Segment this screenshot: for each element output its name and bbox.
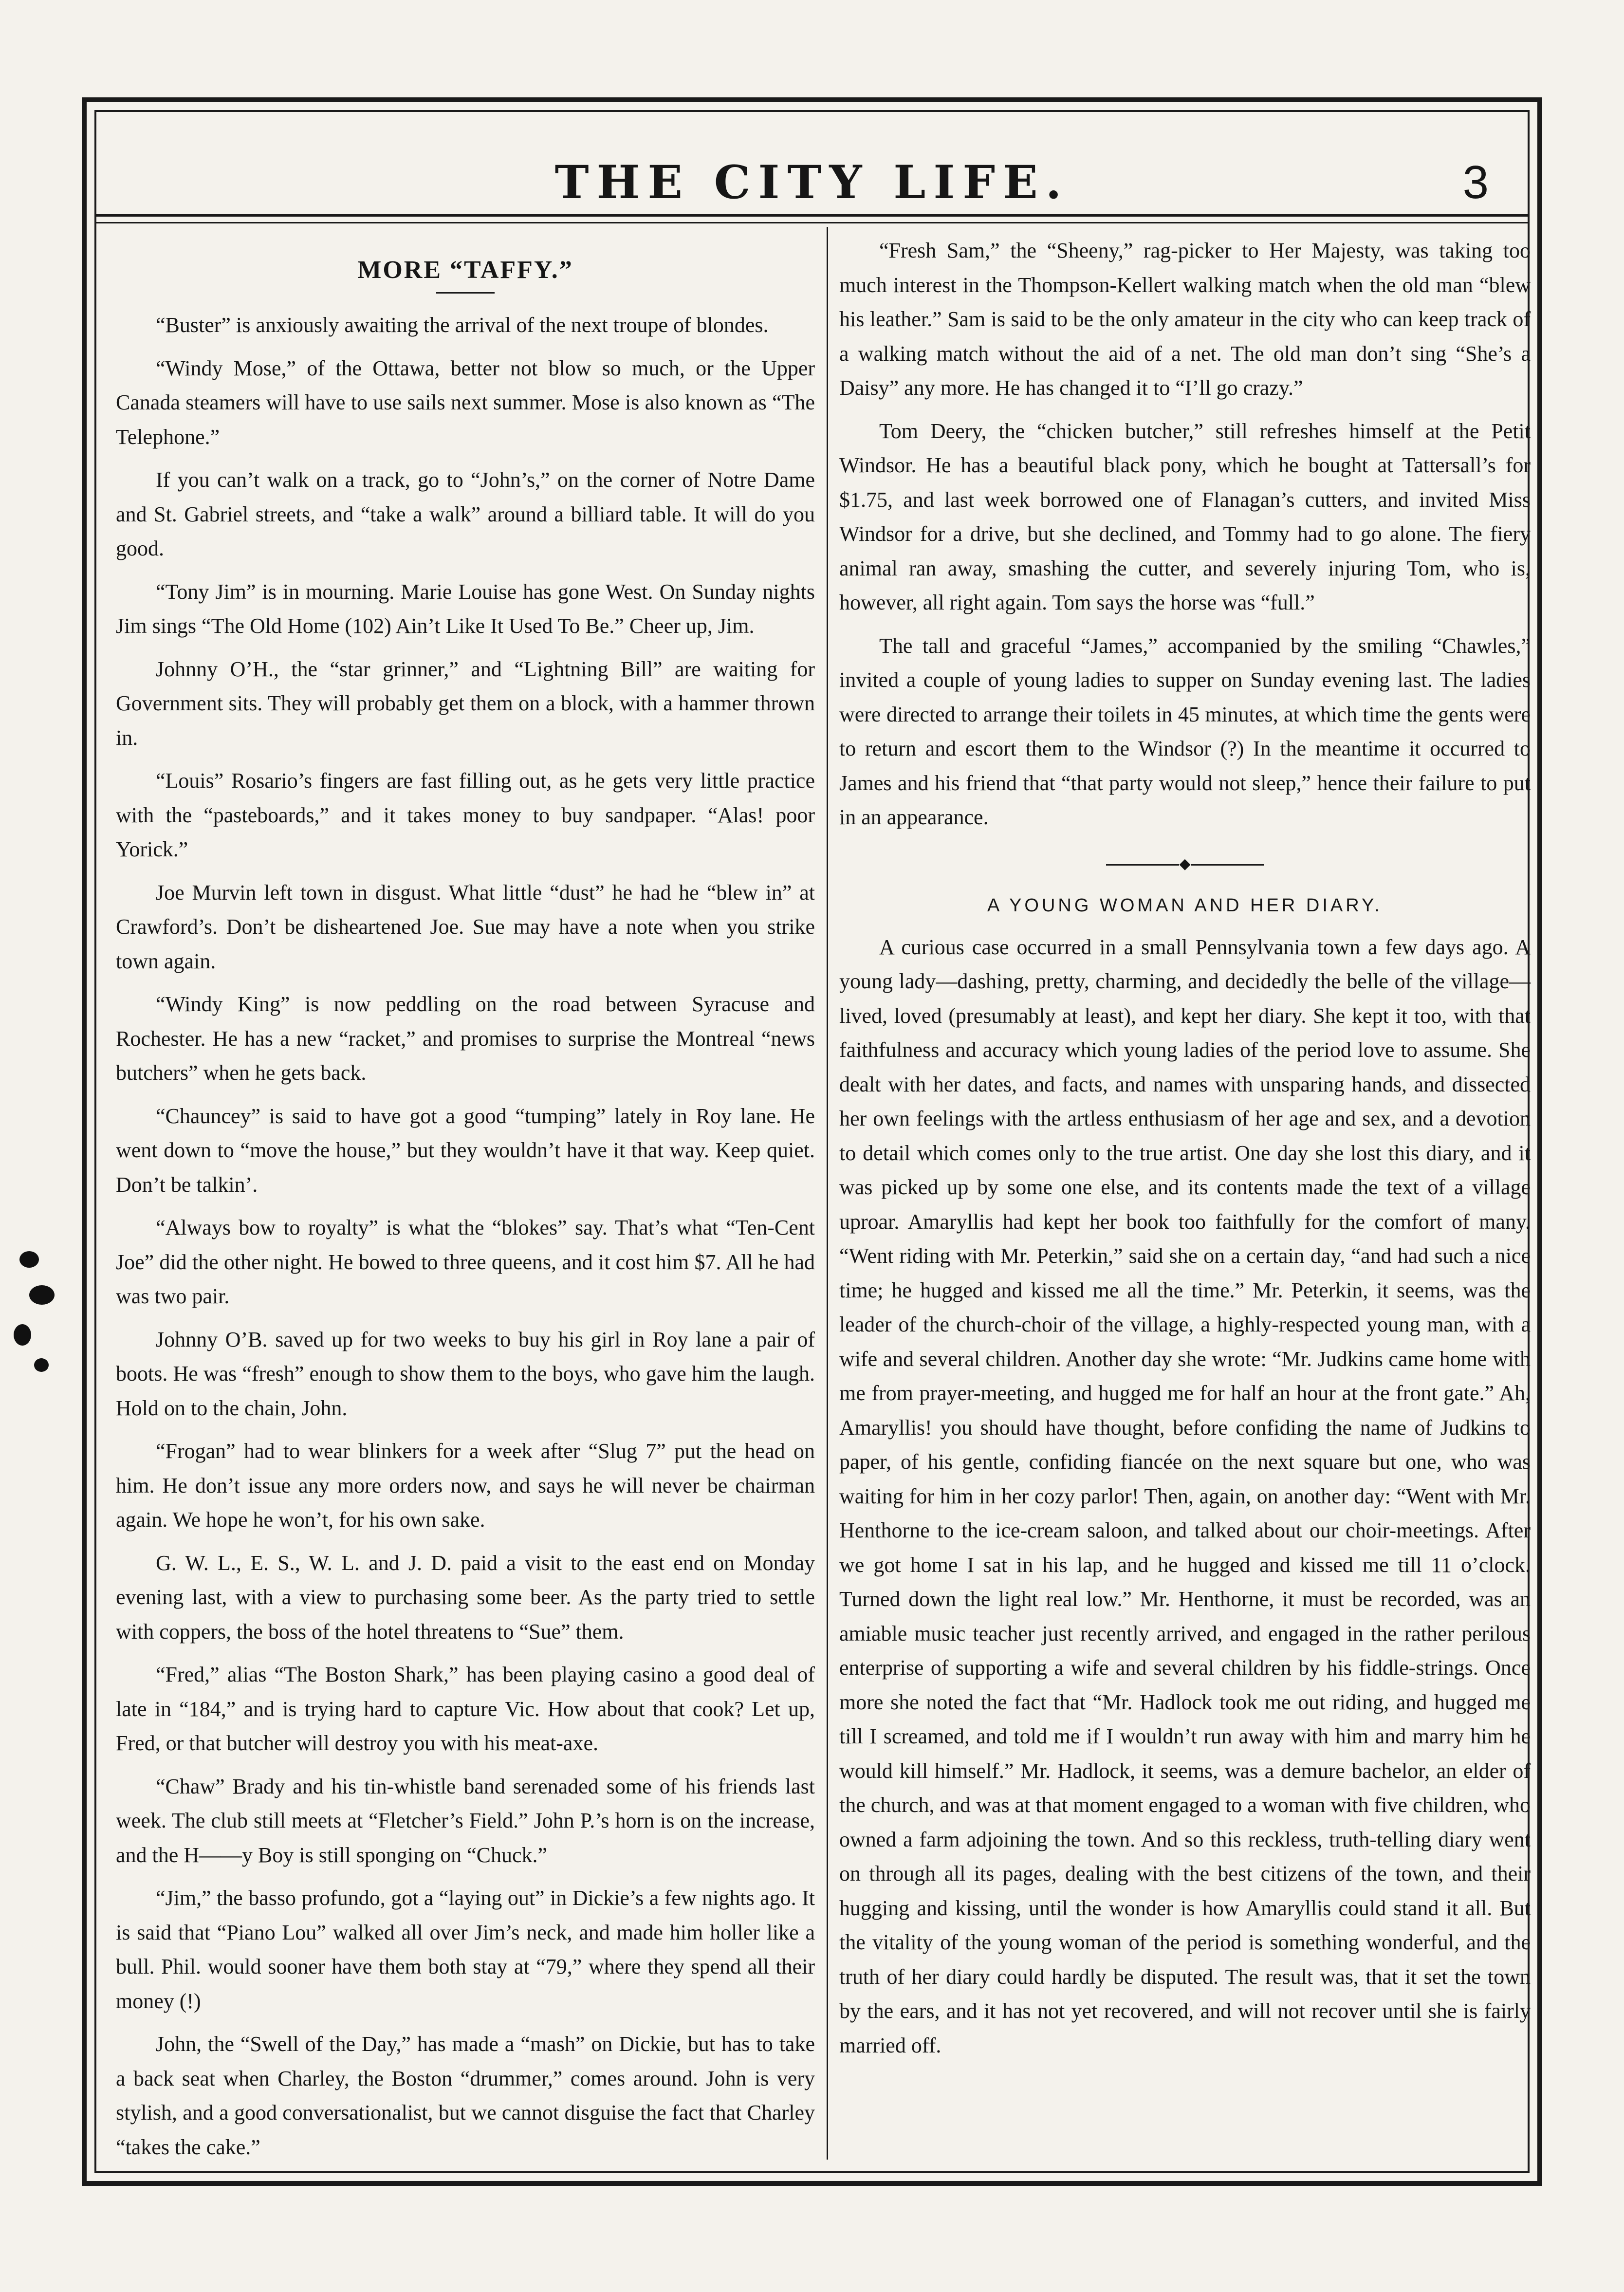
right-column — [839, 234, 1531, 2071]
taffy-item: “Always bow to royalty” is what the “blokes” say. That’s what “Ten-Cent Joe” did the other night. He bowed to three queens, and it cost him $7. All he had was two pair. — [116, 1216, 815, 1308]
page-frame — [82, 97, 1542, 2186]
taffy-item: “Windy King” is now peddling on the road between Syracuse and Rochester. He has a new “racket,” and promises to surprise the Montreal “news butchers” when he gets back. — [116, 992, 815, 1085]
taffy-item: Joe Murvin left town in disgust. What little “dust” he had he “blew in” at Crawford’s. Don’t be disheartened Joe. Sue may have a note when you strike town again. — [116, 880, 815, 973]
newspaper-title: THE CITY LIFE. — [554, 156, 1070, 209]
ink-blot — [19, 1251, 39, 1268]
taffy-item: If you can’t walk on a track, go to “John’s,” on the corner of Notre Dame and St. Gabriel streets, and “take a walk” around a billiard table. It will do you good. — [116, 468, 815, 560]
ornament-line-left — [1106, 864, 1179, 866]
section-ornament — [839, 854, 1531, 874]
ink-blot — [29, 1285, 55, 1305]
ink-blot — [14, 1324, 31, 1346]
heading-rule — [436, 292, 495, 294]
page-inner-border — [94, 110, 1530, 2173]
taffy-item: “Buster” is anxiously awaiting the arrival of the next troupe of blondes. — [156, 313, 769, 337]
article-heading-diary: A YOUNG WOMAN AND HER DIARY. — [987, 895, 1383, 916]
taffy-item: Johnny O’H., the “star grinner,” and “Lightning Bill” are waiting for Government sits. They will probably get them on a block, with a hammer thrown in. — [116, 657, 815, 750]
taffy-item: “Fred,” alias “The Boston Shark,” has been playing casino a good deal of late in “184,” and is trying hard to capture Vic. How about that cook? Let up, Fred, or that butcher will destroy you with his meat-axe. — [116, 1663, 815, 1755]
taffy-item: “Chaw” Brady and his tin-whistle band serenaded some of his friends last week. The club still meets at “Fletcher’s Field.” John P.’s horn is on the increase, and the H——y Boy is still sponging on “Chuck.” — [116, 1774, 815, 1867]
left-column — [116, 234, 815, 2173]
taffy-item: “Louis” Rosario’s fingers are fast filling out, as he gets very little practice with the “pasteboards,” and it takes money to buy sandpaper. “Alas! poor Yorick.” — [116, 769, 815, 861]
taffy-item: John, the “Swell of the Day,” has made a “mash” on Dickie, but has to take a back seat when Charley, the Boston “drummer,” comes around. John is very stylish, and a good conversationalist, but we cannot disguise the fact that Charley “takes the cake.” — [116, 2032, 815, 2159]
masthead-rule-top — [96, 214, 1528, 217]
taffy-item: “Chauncey” is said to have got a good “tumping” lately in Roy lane. He went down to “move the house,” but they wouldn’t have it that way. Keep quiet. Don’t be talkin’. — [116, 1104, 815, 1197]
taffy-item: Johnny O’B. saved up for two weeks to buy his girl in Roy lane a pair of boots. He was “fresh” enough to show them to the boys, who gave him the laugh. Hold on to the chain, John. — [116, 1327, 815, 1420]
taffy-item: “Jim,” the basso profundo, got a “laying out” in Dickie’s a few nights ago. It is said that “Piano Lou” walked all over Jim’s neck, and made him holler like a bull. Phil. would sooner have them both stay at “79,” where they spend all their money (!) — [116, 1886, 815, 2013]
taffy-item: “Windy Mose,” of the Ottawa, better not blow so much, or the Upper Canada steamers will have to use sails next summer. Mose is also known as “The Telephone.” — [116, 356, 815, 449]
ink-blot — [34, 1358, 49, 1372]
ornament-line-right — [1191, 864, 1264, 866]
local-item: “Fresh Sam,” the “Sheeny,” rag-picker to Her Majesty, was taking too much interest in the Thompson-Kellert walking match when the old man “blew his leather.” Sam is said to be the only amateur in the city who can keep track of a walking match without the aid of a net. The old man don’t sing “She’s a Daisy” any more. He has changed it to “I’ll go crazy.” — [839, 239, 1531, 400]
local-item: The tall and graceful “James,” accompanied by the smiling “Chawles,” invited a couple of young ladies to supper on Sunday evening last. The ladies were directed to arrange their toilets in 45 minutes, at which time the gents were to return and escort them to the Windsor (?) In the meantime it occurred to James and his friend that “that party would not sleep,” hence their failure to put in an appearance. — [839, 633, 1531, 829]
taffy-item: G. W. L., E. S., W. L. and J. D. paid a visit to the east end on Monday evening last, with a view to purchasing some beer. As the party tried to settle with coppers, the boss of the hotel threatens to “Sue” them. — [116, 1551, 815, 1644]
taffy-item: “Frogan” had to wear blinkers for a week after “Slug 7” put the head on him. He don’t issue any more orders now, and says he will never be chairman again. We hope he won’t, for his own sake. — [116, 1439, 815, 1532]
ornament-diamond-icon: ◆ — [1179, 855, 1191, 872]
masthead-rule-bottom — [96, 222, 1528, 223]
diary-article-body: A curious case occurred in a small Pennsylvania town a few days ago. A young lady—dashing, pretty, charming, and decidedly the belle of the village—lived, loved (presumably at least), and kept her diary. She kept it too, with that faithfulness and accuracy which young ladies of the period love to assume. She dealt with her dates, and facts, and names with unsparing hands, and dissected her own feelings with the artless enthusiasm of her age and sex, and a devotion to detail which comes only to the true artist. One day she lost this diary, and it was picked up by some one else, and its contents made the text of a village uproar. Amaryllis had kept her book too faithfully for the comfort of many. “Went riding with Mr. Peterkin,” said she on a certain day, “and had such a nice time; he hugged and kissed me all the time.” Mr. Peterkin, it seems, was the leader of the church-choir of the village, a highly-respected young man, with a wife and several children. Another day she wrote: “Mr. Judkins came home with me from prayer-meeting, and hugged me for half an hour at the front gate.” Ah, Amaryllis! you should have thought, before confiding the name of Judkins to paper, of his gentle, confiding fiancée on the next square but one, who was waiting for him in her cozy parlor! Then, again, on another day: “Went with Mr. Henthorne to the ice-cream saloon, and talked about our choir-meetings. After we got home I sat in his lap, and he hugged and kissed me till 11 o’clock. Turned down the light real low.” Mr. Henthorne, it must be recorded, was an amiable music teacher just recently arrived, and engaged in the rather perilous enterprise of supporting a wife and several children by his fiddle-strings. Once more she noted the fact that “Mr. Hadlock took me out riding, and hugged me till I screamed, and told me if I wouldn’t run away with him and marry him he would kill himself.” Mr. Hadlock, it seems, was a demure bachelor, an elder of the church, and was at that moment engaged to a woman with five children, who owned a farm adjoining the town. And so this reckless, truth-telling diary went on through all its pages, dealing with the best citizens of the town, and their hugging and kissing, until the wonder is how Amaryllis could stand it all. But the vitality of the young woman of the period is something wonderful, and the truth of her diary could hardly be disputed. The result was, that it set the town by the ears, and it has not yet recovered, and will not recover until she is fairly married off. — [839, 935, 1531, 2057]
taffy-item: “Tony Jim” is in mourning. Marie Louise has gone West. On Sunday nights Jim sings “The Old Home (102) Ain’t Like It Used To Be.” Cheer up, Jim. — [116, 579, 815, 638]
column-divider — [827, 227, 828, 2160]
local-item: Tom Deery, the “chicken butcher,” still refreshes himself at the Petit Windsor. He has a beautiful black pony, which he bought at Tattersall’s for $1.75, and last week borrowed one of Flanagan’s cutters, and invited Miss Windsor for a drive, but she declined, and Tommy had to go alone. The fiery animal ran away, smashing the cutter, and severely injuring Tom, who is, however, all right again. Tom says the horse was “full.” — [839, 419, 1531, 614]
masthead — [126, 156, 1498, 209]
page-number: 3 — [1462, 156, 1489, 208]
article-heading-more-taffy: MORE “TAFFY.” — [357, 256, 573, 284]
